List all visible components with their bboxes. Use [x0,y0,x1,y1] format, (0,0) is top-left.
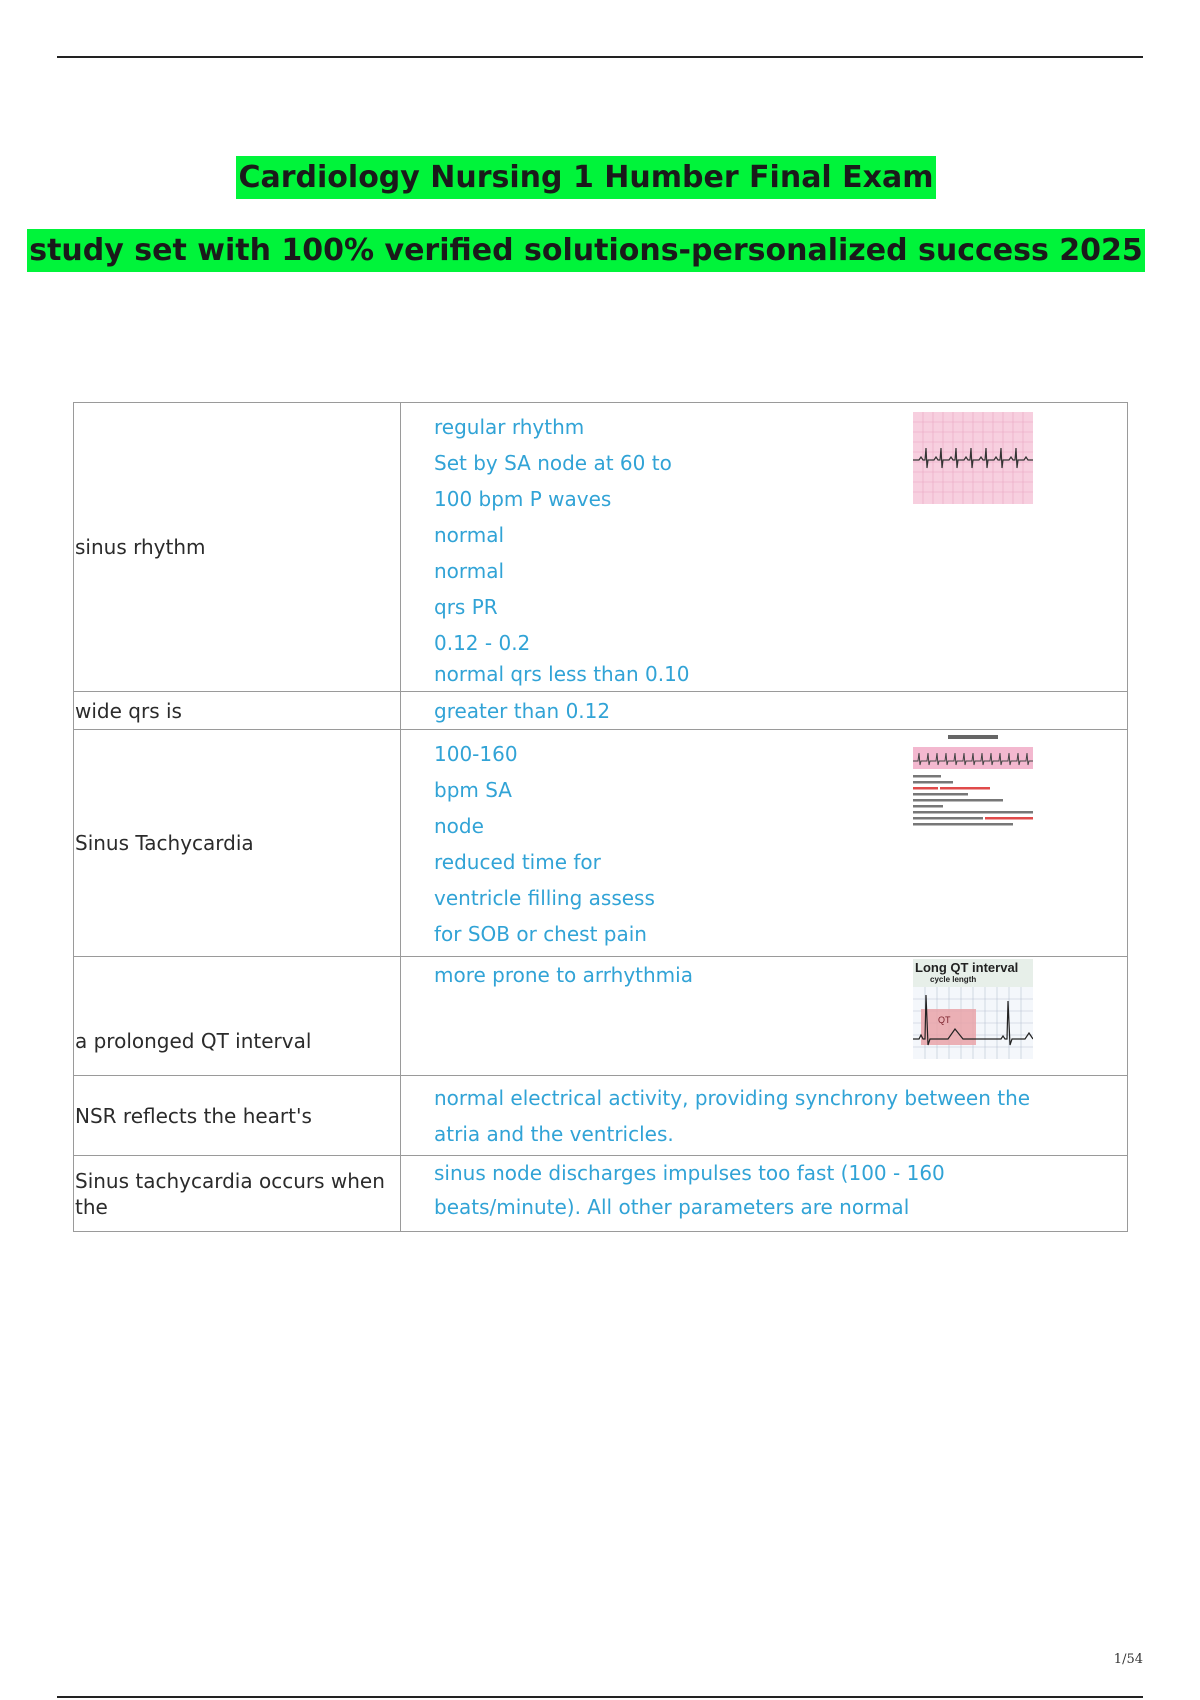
term-cell: sinus rhythm [74,403,401,692]
term-cell: Sinus tachycardia occurs when the [74,1156,401,1232]
study-table [73,402,1128,1232]
top-rule [57,56,1143,58]
definition-line: normal electrical activity, providing synchrony between the [434,1085,1031,1110]
table-row [74,1076,1128,1156]
table-row [74,1156,1128,1232]
term-cell: Sinus Tachycardia [74,730,401,957]
long-qt-image-label: Long QT interval [915,960,1019,975]
document-subtitle: study set with 100% verified solutions-personalized success 2025 [0,233,1172,268]
definition-line: greater than 0.12 [434,698,611,723]
definition-cell [401,957,1128,1076]
definition-line: node [434,814,484,838]
qt-label: QT [938,1015,951,1025]
definition-cell [401,692,1128,730]
definition-line: regular rhythm [434,415,585,439]
definition-cell [401,1076,1128,1156]
term-cell: wide qrs is [74,692,401,730]
term-cell: a prolonged QT interval [74,957,401,1076]
table-row [74,692,1128,730]
definition-line: 0.12 - 0.2 [434,631,531,655]
definition-cell [401,403,1128,692]
bottom-rule [57,1696,1143,1698]
long-qt-image-sublabel: cycle length [930,975,977,984]
ecg-strip-image [913,412,1033,504]
definition-line: normal qrs less than 0.10 [434,662,690,686]
definition-line: bpm SA [434,778,512,802]
table-row [74,403,1128,692]
definition-line: reduced time for [434,850,601,874]
definition-line: atria and the ventricles. [434,1121,674,1146]
long-qt-image [913,959,1033,1059]
definition-line: 100-160 [434,742,518,766]
definition-line: for SOB or chest pain [434,922,647,946]
definition-line: more prone to arrhythmia [434,963,693,987]
definition-line: qrs PR [434,595,498,619]
definition-line: beats/minute). All other parameters are normal [434,1195,910,1219]
definition-cell [401,1156,1128,1232]
definition-line: normal [434,559,505,583]
definition-line: Set by SA node at 60 to [434,451,672,475]
sinus-tachycardia-strip-image [913,733,1033,833]
definition-cell [401,730,1128,957]
table-row [74,957,1128,1076]
definition-line: ventricle filling assess [434,886,655,910]
page-number: 1/54 [1113,1652,1143,1667]
definition-line: normal [434,523,505,547]
definition-line: sinus node discharges impulses too fast (100 - 160 [434,1161,945,1185]
term-cell: NSR reflects the heart's [74,1076,401,1156]
document-title: Cardiology Nursing 1 Humber Final Exam [0,160,1172,195]
definition-line: 100 bpm P waves [434,487,612,511]
table-row [74,730,1128,957]
